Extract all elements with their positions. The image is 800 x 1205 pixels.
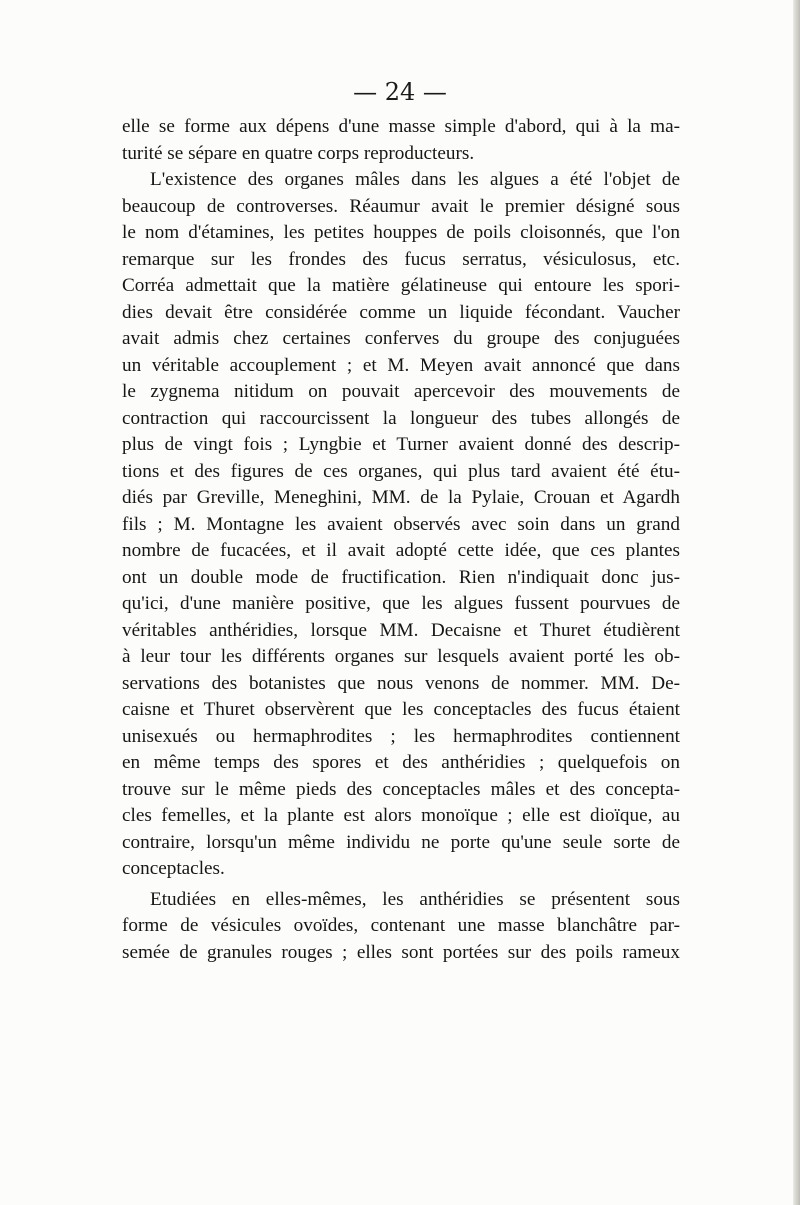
text-line: qu'ici, d'une manière positive, que les algues fussent pourvues de (122, 593, 680, 614)
text-line: véritables anthéridies, lorsque MM. Decaisne et Thuret étudièrent (122, 619, 680, 641)
text-line: contraction qui raccourcissent la longueur des tubes allongés de (122, 407, 680, 429)
text-line: remarque sur les frondes des fucus serratus, vésiculosus, etc. (122, 248, 680, 270)
text-line: en même temps des spores et des anthéridies ; quelquefois on (122, 752, 680, 773)
paragraph-3 (122, 887, 680, 967)
page-edge-shadow (793, 0, 800, 1205)
text-line: turité se sépare en quatre corps reproducteurs. (122, 142, 475, 164)
page-number: — 24 — (353, 78, 447, 106)
text-line: ont un double mode de fructification. Rien n'indiquait donc jus- (122, 566, 680, 588)
text-line: dies devait être considérée comme un liquide fécondant. Vaucher (122, 301, 680, 323)
paragraph-2 (122, 167, 680, 883)
text-line: elle se forme aux dépens d'une masse simple d'abord, qui à la ma- (122, 116, 680, 137)
text-line: diés par Greville, Meneghini, MM. de la Pylaie, Crouan et Agardh (122, 487, 680, 508)
text-line: conceptacles. (122, 858, 225, 879)
text-line: Etudiées en elles-mêmes, les anthéridies se présentent sous (150, 888, 680, 910)
body-text (122, 114, 680, 966)
text-line: unisexués ou hermaphrodites ; les hermaphrodites contiennent (122, 725, 680, 747)
text-line: Corréa admettait que la matière gélatineuse qui entoure les spori- (122, 275, 680, 296)
text-line: L'existence des organes mâles dans les algues a été l'objet de (150, 169, 680, 190)
text-line: le zygnema nitidum on pouvait apercevoir des mouvements de (122, 381, 680, 402)
text-line: servations des botanistes que nous venons de nommer. MM. De- (122, 672, 680, 694)
text-line: plus de vingt fois ; Lyngbie et Turner avaient donné des descrip- (122, 434, 680, 455)
text-line: caisne et Thuret observèrent que les conceptacles des fucus étaient (122, 699, 680, 720)
text-line: cles femelles, et la plante est alors monoïque ; elle est dioïque, au (122, 805, 680, 826)
paragraph-1 (122, 114, 680, 167)
text-line: semée de granules rouges ; elles sont portées sur des poils rameux (122, 941, 680, 963)
text-line: contraire, lorsqu'un même individu ne porte qu'une seule sorte de (122, 831, 680, 853)
text-line: le nom d'étamines, les petites houppes de poils cloisonnés, que l'on (122, 222, 680, 243)
text-line: trouve sur le même pieds des conceptacles mâles et des concepta- (122, 778, 680, 800)
text-line: fils ; M. Montagne les avaient observés avec soin dans un grand (122, 513, 680, 535)
text-line: à leur tour les différents organes sur lesquels avaient porté les ob- (122, 646, 680, 667)
text-line: un véritable accouplement ; et M. Meyen avait annoncé que dans (122, 354, 680, 376)
text-line: nombre de fucacées, et il avait adopté cette idée, que ces plantes (122, 540, 680, 561)
text-line: forme de vésicules ovoïdes, contenant une masse blanchâtre par- (122, 915, 680, 936)
text-line: avait admis chez certaines conferves du groupe des conjuguées (122, 328, 680, 349)
text-line: beaucoup de controverses. Réaumur avait le premier désigné sous (122, 195, 680, 217)
text-line: tions et des figures de ces organes, qui plus tard avaient été étu- (122, 460, 680, 482)
